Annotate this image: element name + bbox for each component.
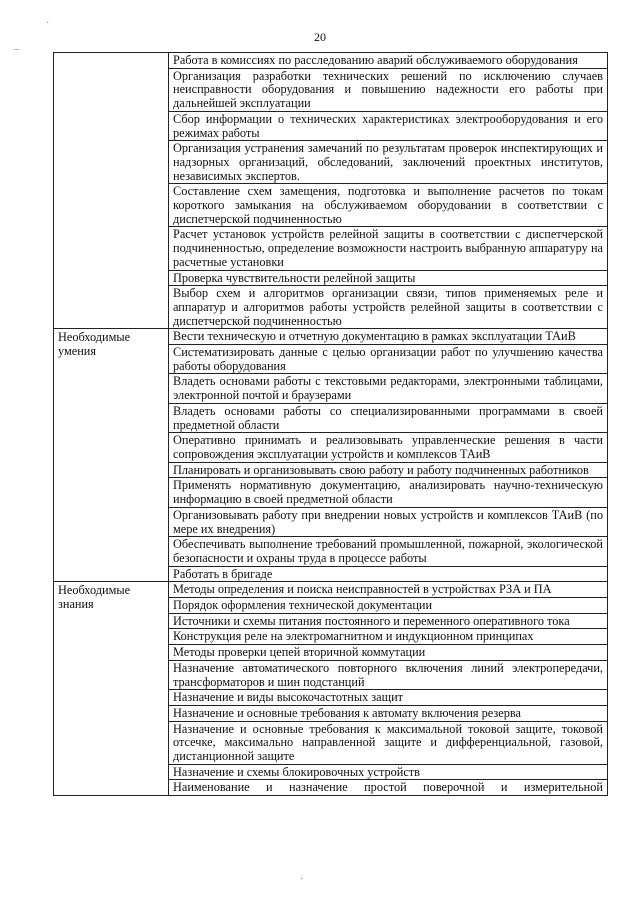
item-description: Работа в комиссиях по расследованию аварий обслуживаемого оборудования xyxy=(169,53,608,69)
category-label xyxy=(54,53,169,329)
competency-table-body xyxy=(54,53,608,796)
item-description: Оперативно принимать и реализовывать управленческие решения в части сопровождения эксплуатации устройств и комплексов ТАиВ xyxy=(169,433,608,462)
item-description: Методы проверки цепей вторичной коммутации xyxy=(169,645,608,661)
scan-mark-dot: · xyxy=(46,18,50,29)
item-description: Сбор информации о технических характеристиках электрооборудования и его режимах работы xyxy=(169,111,608,140)
item-description: Порядок оформления технической документации xyxy=(169,598,608,614)
item-description: Владеть основами работы с текстовыми редакторами, электронными таблицами, электронной почтой и браузерами xyxy=(169,374,608,403)
item-description: Источники и схемы питания постоянного и переменного оперативного тока xyxy=(169,613,608,629)
scan-mark-dot: · xyxy=(300,874,304,885)
item-description: Вести техническую и отчетную документацию в рамках эксплуатации ТАиВ xyxy=(169,329,608,345)
item-description: Конструкция реле на электромагнитном и индукционном принципах xyxy=(169,629,608,645)
item-description: Составление схем замещения, подготовка и выполнение расчетов по токам короткого замыкания на обслуживаемом оборудовании в соответствии с диспетчерской подчиненностью xyxy=(169,184,608,227)
item-description: Назначение автоматического повторного включения линий электропередачи, трансформаторов и шин подстанций xyxy=(169,660,608,689)
scan-mark-dash: – xyxy=(14,44,19,55)
item-description: Применять нормативную документацию, анализировать научно-техническую информацию в своей предметной области xyxy=(169,478,608,507)
item-description: Назначение и основные требования к максимальной токовой защите, токовой отсечке, максимально направленной защите и дифференциальной, газовой, дистанционной защите xyxy=(169,721,608,764)
table-row xyxy=(54,329,608,345)
category-label: Необходимые знания xyxy=(54,582,169,796)
item-description: Назначение и основные требования к автомату включения резерва xyxy=(169,705,608,721)
item-description: Назначение и виды высокочастотных защит xyxy=(169,690,608,706)
item-description: Наименование и назначение простой поверочной и измерительной xyxy=(169,780,608,796)
item-description: Проверка чувствительности релейной защиты xyxy=(169,270,608,286)
table-row xyxy=(54,53,608,69)
table-row xyxy=(54,582,608,598)
item-description: Обеспечивать выполнение требований промышленной, пожарной, экологической безопасности и охраны труда в процессе работы xyxy=(169,537,608,566)
item-description: Выбор схем и алгоритмов организации связи, типов применяемых реле и аппаратур и алгоритмов работы устройств релейной защиты в соответствии с диспетчерской подчиненностью xyxy=(169,286,608,329)
item-description: Систематизировать данные с целью организации работ по улучшению качества работы оборудования xyxy=(169,345,608,374)
page-number: 20 xyxy=(314,30,326,44)
item-description: Расчет установок устройств релейной защиты в соответствии с диспетчерской подчиненностью, определение возможности настроить выбранную аппаратуру на расчетные установки xyxy=(169,227,608,270)
item-description: Назначение и схемы блокировочных устройств xyxy=(169,764,608,780)
item-description: Владеть основами работы со специализированными программами в своей предметной области xyxy=(169,403,608,432)
item-description: Организация устранения замечаний по результатам проверок инспектирующих и надзорных организаций, обследований, заключений проектных институтов, независимых экспертов. xyxy=(169,141,608,184)
item-description: Планировать и организовывать свою работу и работу подчиненных работников xyxy=(169,462,608,478)
item-description: Организовывать работу при внедрении новых устройств и комплексов ТАиВ (по мере их внедрения) xyxy=(169,507,608,536)
competency-table xyxy=(53,52,608,796)
item-description: Работать в бригаде xyxy=(169,566,608,582)
item-description: Методы определения и поиска неисправностей в устройствах РЗА и ПА xyxy=(169,582,608,598)
item-description: Организация разработки технических решений по исключению случаев неисправности оборудования и повышению надежности его работы при дальнейшей эксплуатации xyxy=(169,68,608,111)
category-label: Необходимые умения xyxy=(54,329,169,582)
